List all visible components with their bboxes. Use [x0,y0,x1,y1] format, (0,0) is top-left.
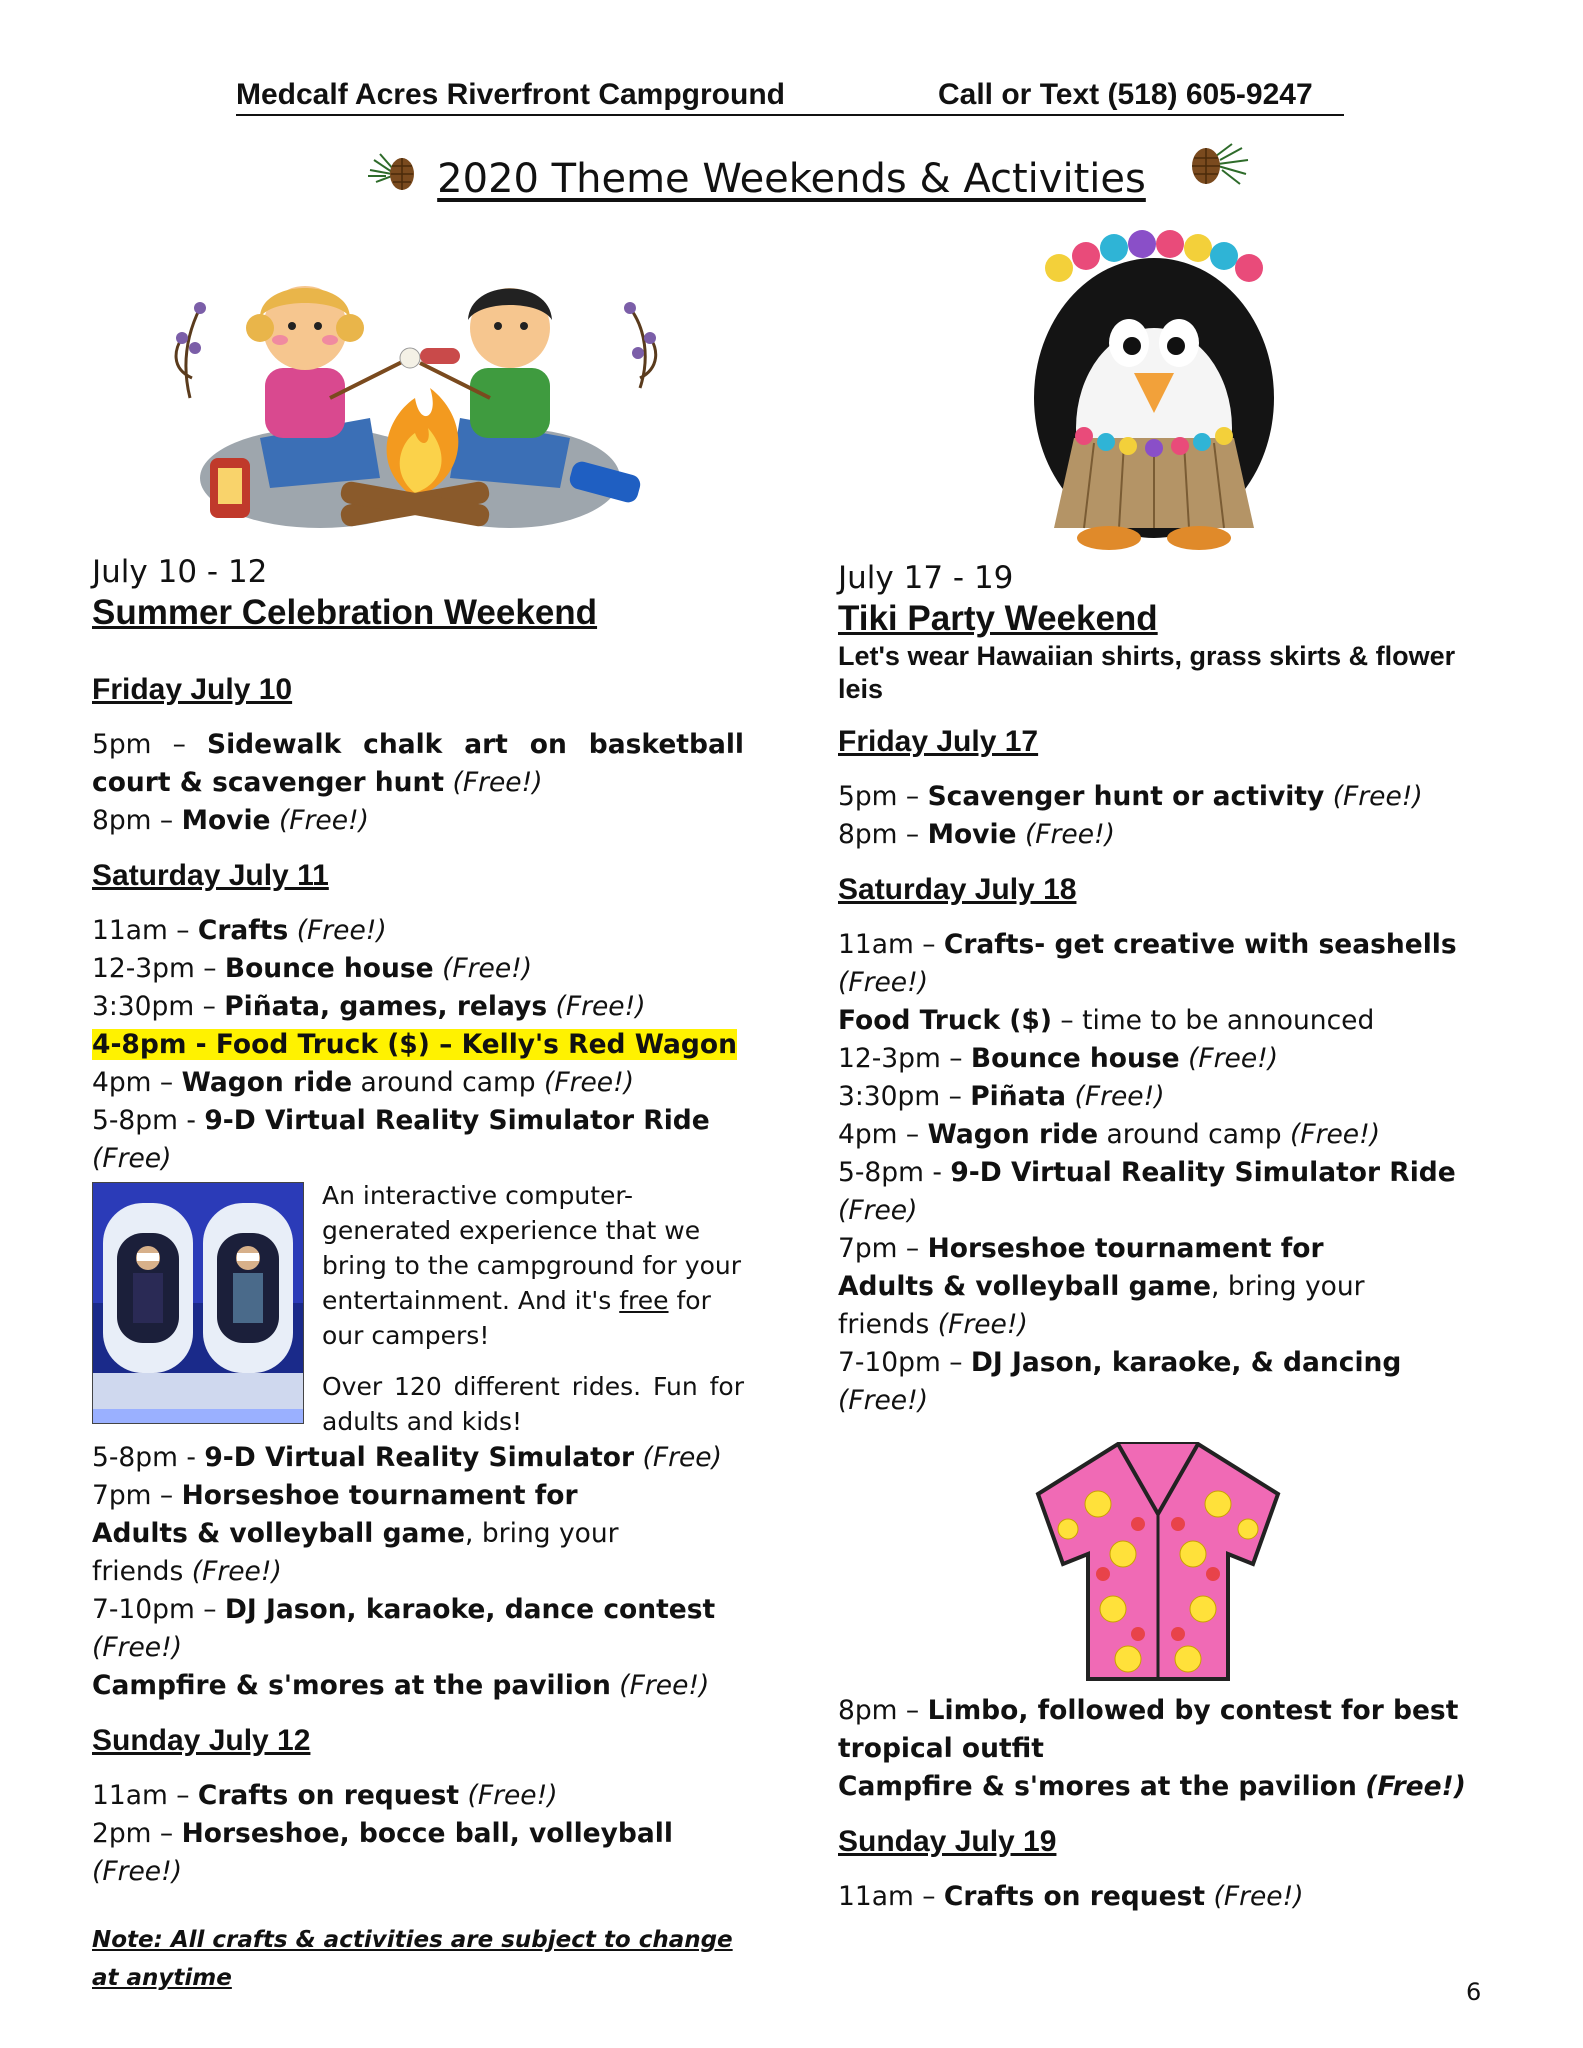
weekend-dates: July 17 - 19 [838,560,1014,596]
page-number: 6 [1466,1978,1482,2006]
activity-item: 5-8pm - 9-D Virtual Reality Simulator Ride (Free) [838,1157,1456,1226]
food-truck-highlight: 4-8pm - Food Truck ($) – Kelly's Red Wagon [92,1029,737,1060]
activity-item: 5-8pm - 9-D Virtual Reality Simulator (Free) [92,1442,722,1473]
left-column [92,552,744,1997]
activity-item: 3:30pm – Piñata (Free!) [838,1081,1165,1112]
activity-item: 7pm – Horseshoe tournament for Adults & volleyball game, bring your friends (Free!) [838,1233,1365,1340]
activity-item: Campfire & s'mores at the pavilion (Free!) [92,1670,710,1701]
campground-name: Medcalf Acres Riverfront Campground [236,78,785,111]
activity-item: 8pm – Movie (Free!) [838,819,1115,850]
day-heading: Friday July 10 [92,673,293,706]
activity-item: 11am – Crafts on request (Free!) [838,1881,1304,1912]
activity-item: Campfire & s'mores at the pavilion (Free!) [838,1771,1466,1802]
header-rule [236,114,1344,116]
vr-rides-note: Over 120 different rides. Fun for adults and kids! [322,1372,744,1436]
activity-item: 3:30pm – Piñata, games, relays (Free!) [92,991,646,1022]
day-heading: Saturday July 11 [92,859,329,892]
hula-penguin-illustration [1014,228,1294,558]
activity-item: 5pm – Scavenger hunt or activity (Free!) [838,781,1423,812]
activity-item: 11am – Crafts on request (Free!) [92,1780,558,1811]
activity-item: 11am – Crafts- get creative with seashells (Free!) [838,929,1457,998]
day-heading: Sunday July 12 [92,1724,311,1757]
activity-item: 4pm – Wagon ride around camp (Free!) [838,1119,1381,1150]
hawaiian-shirt-illustration [1028,1434,1288,1684]
activity-item: 7-10pm – DJ Jason, karaoke, dance contest (Free!) [92,1594,716,1663]
vr-simulator-photo [92,1182,304,1424]
day-heading: Friday July 17 [838,725,1039,758]
activity-item: 7pm – Horseshoe tournament for Adults & volleyball game, bring your friends (Free!) [92,1480,619,1587]
activity-item: 5pm – Sidewalk chalk art on basketball court & scavenger hunt (Free!) [92,729,744,798]
weekend-title: Summer Celebration Weekend [92,593,598,632]
activity-item: 7-10pm – DJ Jason, karaoke, & dancing (Free!) [838,1347,1402,1416]
weekend-title: Tiki Party Weekend [838,599,1158,638]
activity-item: 12-3pm – Bounce house (Free!) [92,953,533,984]
activity-item: 4pm – Wagon ride around camp (Free!) [92,1067,635,1098]
day-heading: Sunday July 19 [838,1825,1057,1858]
activity-item: 2pm – Horseshoe, bocce ball, volleyball (Free!) [92,1818,673,1887]
activity-item: 5-8pm - 9-D Virtual Reality Simulator Ride (Free) [92,1105,710,1174]
right-column [838,558,1498,1916]
vr-section [92,1178,744,1439]
weekend-dates: July 10 - 12 [92,554,268,590]
activity-item: 8pm – Limbo, followed by contest for best tropical outfit [838,1695,1459,1764]
page-title: 2020 Theme Weekends & Activities [437,156,1146,202]
phone-number: Call or Text (518) 605-9247 [938,78,1313,111]
campfire-kids-illustration [170,268,660,548]
activity-item: 12-3pm – Bounce house (Free!) [838,1043,1279,1074]
activity-item: 8pm – Movie (Free!) [92,805,369,836]
vr-description: An interactive computer-generated experience that we bring to the campground for your entertainment. And it's free for our campers! [322,1181,741,1350]
weekend-subtitle: Let's wear Hawaiian shirts, grass skirts & flower leis [838,641,1456,704]
day-heading: Saturday July 18 [838,873,1077,906]
activity-item: Food Truck ($) – time to be announced [838,1005,1375,1036]
activity-item: 11am – Crafts (Free!) [92,915,387,946]
disclaimer-note: Note: All crafts & activities are subject to change at anytime [92,1927,733,1991]
